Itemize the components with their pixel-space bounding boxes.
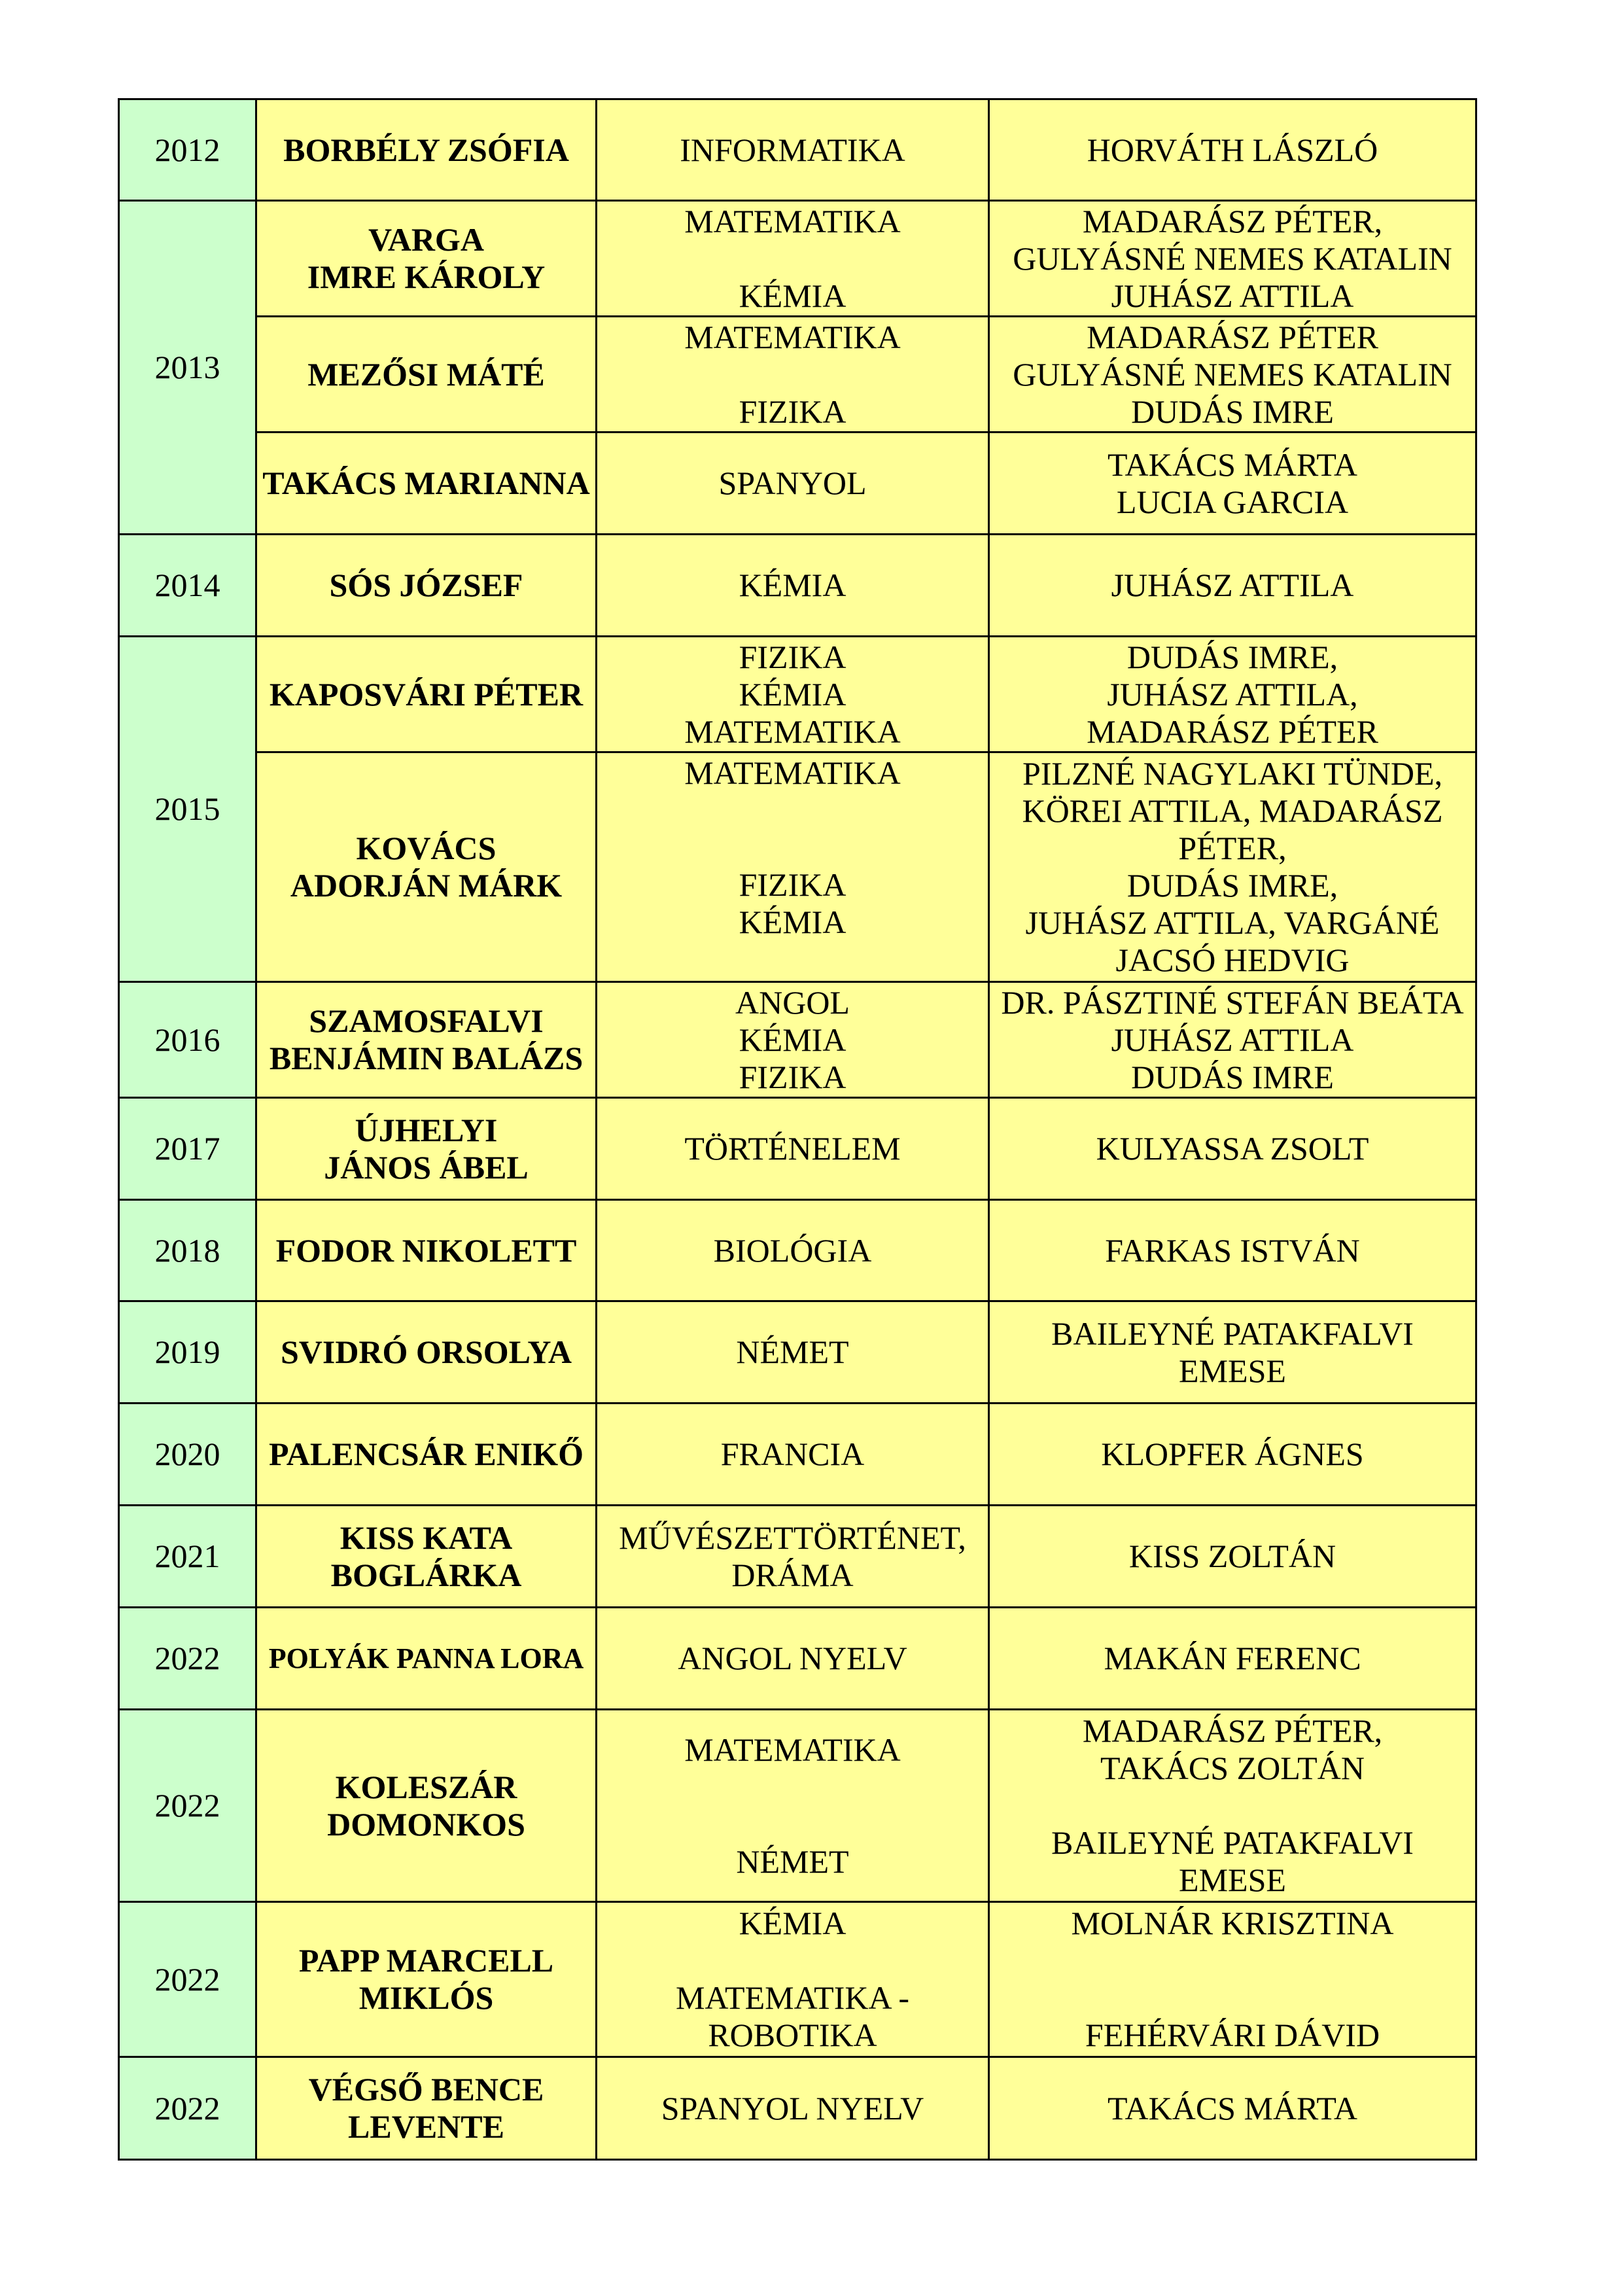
- student-name-cell: PALENCSÁR ENIKŐ: [256, 1404, 597, 1506]
- teacher-cell: MOLNÁR KRISZTINA FEHÉRVÁRI DÁVID: [989, 1902, 1476, 2057]
- teacher-cell: KULYASSA ZSOLT: [989, 1098, 1476, 1200]
- table-row: [119, 2057, 1476, 2160]
- table-row: [119, 317, 1476, 433]
- year-cell: 2018: [119, 1200, 256, 1301]
- table-row: [119, 1506, 1476, 1608]
- table-row: [119, 1710, 1476, 1902]
- table-row: [119, 1301, 1476, 1404]
- student-name-cell: VARGA IMRE KÁROLY: [256, 201, 597, 317]
- subject-cell: MATEMATIKA FIZIKA KÉMIA: [597, 752, 989, 982]
- student-name-cell: SVIDRÓ ORSOLYA: [256, 1301, 597, 1404]
- year-cell: 2020: [119, 1404, 256, 1506]
- subject-cell: SPANYOL: [597, 433, 989, 535]
- teacher-cell: MADARÁSZ PÉTER GULYÁSNÉ NEMES KATALIN DUDÁS IMRE: [989, 317, 1476, 433]
- table-row: [119, 201, 1476, 317]
- year-cell: 2017: [119, 1098, 256, 1200]
- student-name-cell: KOLESZÁR DOMONKOS: [256, 1710, 597, 1902]
- table-row: [119, 99, 1476, 201]
- student-name-cell: SZAMOSFALVI BENJÁMIN BALÁZS: [256, 982, 597, 1098]
- teacher-cell: HORVÁTH LÁSZLÓ: [989, 99, 1476, 201]
- subject-cell: SPANYOL NYELV: [597, 2057, 989, 2160]
- student-name-cell: ÚJHELYI JÁNOS ÁBEL: [256, 1098, 597, 1200]
- results-table: [118, 98, 1477, 2161]
- year-cell: 2016: [119, 982, 256, 1098]
- year-cell: 2022: [119, 1710, 256, 1902]
- table-row: [119, 535, 1476, 637]
- subject-cell: INFORMATIKA: [597, 99, 989, 201]
- subject-cell: KÉMIA: [597, 535, 989, 637]
- year-cell: 2021: [119, 1506, 256, 1608]
- teacher-cell: MADARÁSZ PÉTER, GULYÁSNÉ NEMES KATALIN JUHÁSZ ATTILA: [989, 201, 1476, 317]
- student-name-cell: BORBÉLY ZSÓFIA: [256, 99, 597, 201]
- student-name-cell: SÓS JÓZSEF: [256, 535, 597, 637]
- table-row: [119, 1098, 1476, 1200]
- table-row: [119, 752, 1476, 982]
- year-cell: 2012: [119, 99, 256, 201]
- teacher-cell: BAILEYNÉ PATAKFALVI EMESE: [989, 1301, 1476, 1404]
- teacher-cell: JUHÁSZ ATTILA: [989, 535, 1476, 637]
- table-row: [119, 637, 1476, 752]
- subject-cell: KÉMIA MATEMATIKA - ROBOTIKA: [597, 1902, 989, 2057]
- year-cell: 2019: [119, 1301, 256, 1404]
- teacher-cell: TAKÁCS MÁRTA LUCIA GARCIA: [989, 433, 1476, 535]
- year-cell: 2022: [119, 1902, 256, 2057]
- student-name-cell: PAPP MARCELL MIKLÓS: [256, 1902, 597, 2057]
- subject-cell: FRANCIA: [597, 1404, 989, 1506]
- year-cell: 2015: [119, 637, 256, 982]
- teacher-cell: MAKÁN FERENC: [989, 1608, 1476, 1710]
- subject-cell: FIZIKA KÉMIA MATEMATIKA: [597, 637, 989, 752]
- table-row: [119, 1608, 1476, 1710]
- teacher-cell: MADARÁSZ PÉTER, TAKÁCS ZOLTÁN BAILEYNÉ PATAKFALVI EMESE: [989, 1710, 1476, 1902]
- year-cell: 2022: [119, 1608, 256, 1710]
- subject-cell: MATEMATIKA NÉMET: [597, 1710, 989, 1902]
- teacher-cell: DUDÁS IMRE, JUHÁSZ ATTILA, MADARÁSZ PÉTER: [989, 637, 1476, 752]
- subject-cell: MŰVÉSZETTÖRTÉNET, DRÁMA: [597, 1506, 989, 1608]
- subject-cell: NÉMET: [597, 1301, 989, 1404]
- table-row: [119, 982, 1476, 1098]
- teacher-cell: DR. PÁSZTINÉ STEFÁN BEÁTA JUHÁSZ ATTILA DUDÁS IMRE: [989, 982, 1476, 1098]
- student-name-cell: FODOR NIKOLETT: [256, 1200, 597, 1301]
- student-name-cell: KOVÁCS ADORJÁN MÁRK: [256, 752, 597, 982]
- year-cell: 2013: [119, 201, 256, 535]
- table-row: [119, 1902, 1476, 2057]
- student-name-cell: POLYÁK PANNA LORA: [256, 1608, 597, 1710]
- year-cell: 2022: [119, 2057, 256, 2160]
- subject-cell: ANGOL NYELV: [597, 1608, 989, 1710]
- teacher-cell: KLOPFER ÁGNES: [989, 1404, 1476, 1506]
- student-name-cell: MEZŐSI MÁTÉ: [256, 317, 597, 433]
- teacher-cell: KISS ZOLTÁN: [989, 1506, 1476, 1608]
- subject-cell: BIOLÓGIA: [597, 1200, 989, 1301]
- subject-cell: MATEMATIKA KÉMIA: [597, 201, 989, 317]
- subject-cell: ANGOL KÉMIA FIZIKA: [597, 982, 989, 1098]
- student-name-cell: VÉGSŐ BENCE LEVENTE: [256, 2057, 597, 2160]
- student-name-cell: TAKÁCS MARIANNA: [256, 433, 597, 535]
- year-cell: 2014: [119, 535, 256, 637]
- subject-cell: TÖRTÉNELEM: [597, 1098, 989, 1200]
- student-name-cell: KAPOSVÁRI PÉTER: [256, 637, 597, 752]
- teacher-cell: FARKAS ISTVÁN: [989, 1200, 1476, 1301]
- subject-cell: MATEMATIKA FIZIKA: [597, 317, 989, 433]
- teacher-cell: TAKÁCS MÁRTA: [989, 2057, 1476, 2160]
- teacher-cell: PILZNÉ NAGYLAKI TÜNDE, KÖREI ATTILA, MADARÁSZ PÉTER, DUDÁS IMRE, JUHÁSZ ATTILA, VARGÁNÉ JACSÓ HEDVIG: [989, 752, 1476, 982]
- table-row: [119, 1404, 1476, 1506]
- table-row: [119, 1200, 1476, 1301]
- student-name-cell: KISS KATA BOGLÁRKA: [256, 1506, 597, 1608]
- table-row: [119, 433, 1476, 535]
